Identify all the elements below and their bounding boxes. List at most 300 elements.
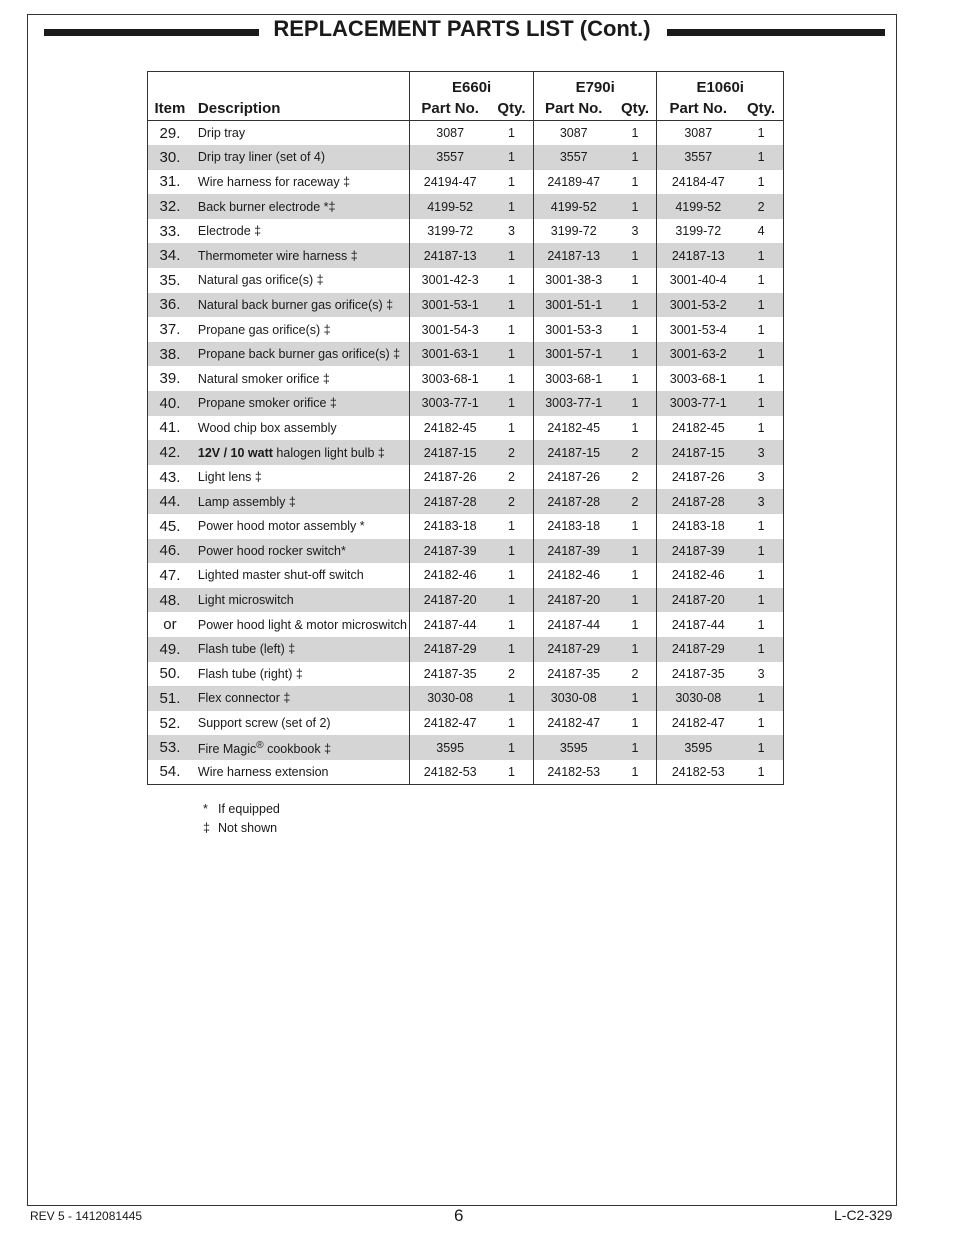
part-description <box>192 366 410 391</box>
title-rule-left <box>44 29 259 36</box>
part-description <box>192 194 410 219</box>
part-number: 3595 <box>410 735 490 760</box>
part-description <box>192 563 410 588</box>
part-number: 24187-29 <box>657 637 739 662</box>
footnote-text: Not shown <box>218 821 278 835</box>
page-number: 6 <box>454 1206 464 1225</box>
item-number: 51. <box>148 686 192 711</box>
part-number: 3595 <box>533 735 613 760</box>
part-number: 3001-38-3 <box>533 268 613 293</box>
part-number: 3030-08 <box>410 686 490 711</box>
description-text: Power hood motor assembly * <box>197 519 365 534</box>
description-text: Drip tray liner (set of 4) <box>197 150 326 165</box>
table-row <box>148 686 784 711</box>
part-number: 24187-44 <box>410 612 490 637</box>
item-number: 39. <box>148 366 192 391</box>
quantity: 1 <box>507 371 515 386</box>
quantity: 1 <box>507 273 515 288</box>
part-description <box>192 317 410 342</box>
quantity: 1 <box>739 366 783 391</box>
document-code: L-C2-329 <box>834 1207 893 1223</box>
description-text: Natural back burner gas orifice(s) ‡ <box>197 297 394 312</box>
description-text: Light microswitch <box>197 593 294 608</box>
part-description <box>192 465 410 490</box>
description-header: Description <box>192 96 410 121</box>
item-number: 54. <box>148 760 192 785</box>
table-row <box>148 465 784 490</box>
table-row <box>148 637 784 662</box>
part-number: 24187-44 <box>657 612 739 637</box>
part-number: 24182-47 <box>657 711 739 736</box>
revision-code: REV 5 - 1412081445 <box>30 1209 143 1223</box>
quantity: 1 <box>614 194 657 219</box>
table-row <box>148 194 784 219</box>
model-header: E790i <box>533 72 657 97</box>
quantity: 1 <box>739 268 783 293</box>
quantity: 1 <box>739 563 783 588</box>
page-title: REPLACEMENT PARTS LIST (Cont.) <box>273 16 651 41</box>
part-description <box>192 612 410 637</box>
table-row <box>148 342 784 367</box>
part-number: 24194-47 <box>410 170 490 195</box>
qty-header: Qty. <box>614 96 657 121</box>
footnote-text: If equipped <box>218 802 280 816</box>
part-number: 3001-53-1 <box>410 293 490 318</box>
quantity: 2 <box>507 470 515 485</box>
description-text: Lamp assembly ‡ <box>197 494 296 509</box>
part-number: 24183-18 <box>657 514 739 539</box>
quantity: 1 <box>507 420 515 435</box>
item-number: 37. <box>148 317 192 342</box>
quantity: 1 <box>490 735 533 760</box>
part-description <box>192 145 410 170</box>
description-text: Wire harness for raceway ‡ <box>197 174 351 189</box>
part-number: 24183-18 <box>533 514 613 539</box>
quantity: 1 <box>614 145 657 170</box>
quantity: 1 <box>631 617 639 632</box>
part-number: 24187-35 <box>533 662 613 687</box>
quantity: 1 <box>739 686 783 711</box>
column-header-row <box>148 96 784 121</box>
part-number: 24187-15 <box>657 440 739 465</box>
part-description <box>192 637 410 662</box>
description-text: Light lens ‡ <box>197 470 262 485</box>
part-number: 24182-53 <box>533 760 613 785</box>
part-number: 24182-45 <box>533 416 613 441</box>
quantity: 1 <box>739 342 783 367</box>
item-number: 47. <box>148 563 192 588</box>
part-description <box>192 760 410 785</box>
quantity: 1 <box>739 588 783 613</box>
item-number: 42. <box>148 440 192 465</box>
part-number: 24187-35 <box>657 662 739 687</box>
parts-table <box>147 71 784 785</box>
part-number: 24187-20 <box>410 588 490 613</box>
quantity: 1 <box>490 391 533 416</box>
quantity: 1 <box>631 519 639 534</box>
title-rule-right <box>667 29 885 36</box>
part-number: 3003-68-1 <box>533 366 613 391</box>
part-no-header: Part No. <box>533 96 613 121</box>
item-number: 45. <box>148 514 192 539</box>
quantity: 3 <box>739 662 783 687</box>
quantity: 1 <box>631 174 639 189</box>
quantity: 1 <box>739 539 783 564</box>
part-number: 3030-08 <box>533 686 613 711</box>
part-description <box>192 735 410 760</box>
footnote-symbol: ‡ <box>203 821 210 835</box>
quantity: 1 <box>739 170 783 195</box>
part-number: 3001-63-1 <box>410 342 490 367</box>
quantity: 1 <box>739 391 783 416</box>
part-description <box>192 219 410 244</box>
quantity: 1 <box>490 342 533 367</box>
part-number: 3199-72 <box>410 219 490 244</box>
part-number: 24187-44 <box>533 612 613 637</box>
description-text: Power hood light & motor microswitch <box>197 617 407 632</box>
quantity: 1 <box>631 126 639 141</box>
part-number: 24189-47 <box>533 170 613 195</box>
quantity: 1 <box>490 293 533 318</box>
part-number: 24187-26 <box>533 465 613 490</box>
table-row <box>148 588 784 613</box>
item-number: 48. <box>148 588 192 613</box>
part-description <box>192 293 410 318</box>
part-number: 3087 <box>533 121 613 146</box>
part-number: 3001-40-4 <box>657 268 739 293</box>
part-number: 3003-77-1 <box>657 391 739 416</box>
part-number: 3003-68-1 <box>657 366 739 391</box>
quantity: 2 <box>507 666 515 681</box>
item-number: 38. <box>148 342 192 367</box>
part-number: 24187-29 <box>533 637 613 662</box>
quantity: 1 <box>631 371 639 386</box>
part-number: 24183-18 <box>410 514 490 539</box>
part-number: 24187-39 <box>410 539 490 564</box>
part-number: 4199-52 <box>657 194 739 219</box>
description-text: Lighted master shut-off switch <box>197 568 364 583</box>
table-row <box>148 121 784 146</box>
model-header: E1060i <box>657 72 784 97</box>
item-number: 46. <box>148 539 192 564</box>
part-number: 4199-52 <box>410 194 490 219</box>
quantity: 1 <box>507 174 515 189</box>
part-number: 24187-39 <box>533 539 613 564</box>
part-description <box>192 588 410 613</box>
quantity: 3 <box>739 440 783 465</box>
item-header: Item <box>148 96 192 121</box>
model-header-row <box>148 72 784 97</box>
description-text: Fire Magic <box>197 741 257 756</box>
quantity: 1 <box>614 539 657 564</box>
part-number: 24187-28 <box>657 489 739 514</box>
part-number: 24182-46 <box>533 563 613 588</box>
part-number: 3003-77-1 <box>410 391 490 416</box>
part-number: 3003-77-1 <box>533 391 613 416</box>
part-number: 24187-20 <box>533 588 613 613</box>
part-description <box>192 711 410 736</box>
parts-table-body <box>148 121 784 785</box>
part-number: 3001-63-2 <box>657 342 739 367</box>
quantity: 1 <box>614 588 657 613</box>
part-description <box>192 686 410 711</box>
quantity: 1 <box>507 126 515 141</box>
description-text: Wood chip box assembly <box>197 420 337 435</box>
item-number: 34. <box>148 243 192 268</box>
table-row <box>148 539 784 564</box>
part-number: 24187-26 <box>657 465 739 490</box>
description-text: Power hood rocker switch* <box>197 543 346 558</box>
part-number: 3557 <box>533 145 613 170</box>
quantity: 1 <box>739 317 783 342</box>
part-number: 24187-15 <box>410 440 490 465</box>
quantity: 2 <box>614 440 657 465</box>
part-number: 3087 <box>657 121 739 146</box>
quantity: 1 <box>739 145 783 170</box>
part-number: 24182-46 <box>657 563 739 588</box>
part-number: 24182-45 <box>657 416 739 441</box>
description-text: Propane gas orifice(s) ‡ <box>197 322 331 337</box>
part-number: 24187-13 <box>657 243 739 268</box>
footnote <box>203 800 280 819</box>
item-number: 44. <box>148 489 192 514</box>
quantity: 1 <box>631 568 639 583</box>
part-number: 3001-53-3 <box>533 317 613 342</box>
description-text: Drip tray <box>197 126 246 141</box>
quantity: 1 <box>490 145 533 170</box>
table-row <box>148 760 784 785</box>
item-number: 31. <box>148 170 192 195</box>
part-number: 3001-53-2 <box>657 293 739 318</box>
quantity: 2 <box>490 489 533 514</box>
quantity: 2 <box>631 666 639 681</box>
model-header: E660i <box>410 72 534 97</box>
quantity: 3 <box>739 465 783 490</box>
part-number: 24187-26 <box>410 465 490 490</box>
part-description <box>192 662 410 687</box>
part-description <box>192 514 410 539</box>
part-number: 3003-68-1 <box>410 366 490 391</box>
item-number: 41. <box>148 416 192 441</box>
part-number: 3199-72 <box>533 219 613 244</box>
description-text: Propane back burner gas orifice(s) ‡ <box>197 347 401 362</box>
part-number: 3001-54-3 <box>410 317 490 342</box>
quantity: 1 <box>490 539 533 564</box>
item-number: 40. <box>148 391 192 416</box>
part-number: 24182-53 <box>657 760 739 785</box>
quantity: 1 <box>739 514 783 539</box>
part-number: 3001-53-4 <box>657 317 739 342</box>
part-number: 24182-53 <box>410 760 490 785</box>
description-text: Support screw (set of 2) <box>197 716 331 731</box>
part-number: 24182-46 <box>410 563 490 588</box>
quantity: 1 <box>739 243 783 268</box>
quantity: 1 <box>490 686 533 711</box>
quantity: 3 <box>631 224 639 239</box>
quantity: 1 <box>507 716 515 731</box>
quantity: 1 <box>631 716 639 731</box>
quantity: 1 <box>614 735 657 760</box>
quantity: 1 <box>490 760 533 785</box>
item-number: 50. <box>148 662 192 687</box>
part-number: 3557 <box>410 145 490 170</box>
footnote <box>203 819 280 838</box>
quantity: 2 <box>631 470 639 485</box>
quantity: 2 <box>614 489 657 514</box>
part-number: 24187-15 <box>533 440 613 465</box>
description-text: Back burner electrode *‡ <box>197 199 336 214</box>
part-description <box>192 121 410 146</box>
quantity: 1 <box>739 760 783 785</box>
part-number: 3557 <box>657 145 739 170</box>
description-text: Wire harness extension <box>197 764 329 779</box>
footnote-symbol: * <box>203 802 208 816</box>
part-number: 24182-45 <box>410 416 490 441</box>
quantity: 1 <box>614 686 657 711</box>
table-row <box>148 514 784 539</box>
part-no-header: Part No. <box>657 96 739 121</box>
quantity: 3 <box>739 489 783 514</box>
qty-header: Qty. <box>739 96 783 121</box>
part-number: 24187-13 <box>410 243 490 268</box>
item-number: 52. <box>148 711 192 736</box>
part-number: 24184-47 <box>657 170 739 195</box>
part-description <box>192 489 410 514</box>
footnotes <box>203 800 280 838</box>
quantity: 1 <box>490 243 533 268</box>
quantity: 1 <box>631 273 639 288</box>
part-number: 3001-57-1 <box>533 342 613 367</box>
quantity: 1 <box>614 760 657 785</box>
part-number: 3001-51-1 <box>533 293 613 318</box>
quantity: 1 <box>614 391 657 416</box>
quantity: 1 <box>739 612 783 637</box>
quantity: 1 <box>739 735 783 760</box>
item-number: 49. <box>148 637 192 662</box>
part-number: 3595 <box>657 735 739 760</box>
table-row <box>148 145 784 170</box>
description-text: Natural smoker orifice ‡ <box>197 371 330 386</box>
item-number: 30. <box>148 145 192 170</box>
quantity: 1 <box>507 568 515 583</box>
quantity: 1 <box>739 637 783 662</box>
description-text: Propane smoker orifice ‡ <box>197 396 337 411</box>
description-bold: 12V / 10 watt <box>197 445 273 460</box>
quantity: 1 <box>507 519 515 534</box>
part-number: 3001-42-3 <box>410 268 490 293</box>
table-row <box>148 662 784 687</box>
part-number: 24182-47 <box>533 711 613 736</box>
description-text: Natural gas orifice(s) ‡ <box>197 273 324 288</box>
part-description <box>192 342 410 367</box>
quantity: 1 <box>490 637 533 662</box>
table-row <box>148 391 784 416</box>
description-text: Flex connector ‡ <box>197 691 291 706</box>
part-number: 4199-52 <box>533 194 613 219</box>
part-description <box>192 539 410 564</box>
part-description <box>192 243 410 268</box>
quantity: 1 <box>614 243 657 268</box>
part-number: 24187-20 <box>657 588 739 613</box>
part-number: 3199-72 <box>657 219 739 244</box>
part-number: 24187-29 <box>410 637 490 662</box>
table-row <box>148 563 784 588</box>
item-number: 36. <box>148 293 192 318</box>
table-row <box>148 243 784 268</box>
description-text: Flash tube (right) ‡ <box>197 666 303 681</box>
part-no-header: Part No. <box>410 96 490 121</box>
part-description <box>192 170 410 195</box>
quantity: 4 <box>739 219 783 244</box>
table-row <box>148 293 784 318</box>
table-row <box>148 366 784 391</box>
part-description <box>192 440 410 465</box>
quantity: 1 <box>739 121 783 146</box>
quantity: 1 <box>614 342 657 367</box>
quantity: 1 <box>507 617 515 632</box>
part-number: 3087 <box>410 121 490 146</box>
part-description <box>192 268 410 293</box>
quantity: 1 <box>631 322 639 337</box>
item-number: 33. <box>148 219 192 244</box>
item-number: 53. <box>148 735 192 760</box>
table-row <box>148 612 784 637</box>
quantity: 2 <box>739 194 783 219</box>
table-row <box>148 317 784 342</box>
description-text: Flash tube (left) ‡ <box>197 642 296 657</box>
quantity: 1 <box>739 416 783 441</box>
table-row <box>148 711 784 736</box>
part-number: 3030-08 <box>657 686 739 711</box>
table-row <box>148 440 784 465</box>
quantity: 1 <box>614 637 657 662</box>
table-row <box>148 416 784 441</box>
table-row <box>148 170 784 195</box>
quantity: 1 <box>739 711 783 736</box>
item-number: or <box>148 612 192 637</box>
item-number: 29. <box>148 121 192 146</box>
quantity: 1 <box>490 588 533 613</box>
part-number: 24187-35 <box>410 662 490 687</box>
quantity: 2 <box>490 440 533 465</box>
part-number: 24187-13 <box>533 243 613 268</box>
part-description <box>192 416 410 441</box>
quantity: 1 <box>507 322 515 337</box>
item-number: 32. <box>148 194 192 219</box>
registered-mark: ® <box>256 739 264 751</box>
description-text: Thermometer wire harness ‡ <box>197 248 358 263</box>
table-row <box>148 268 784 293</box>
table-row <box>148 735 784 760</box>
table-row <box>148 219 784 244</box>
item-number: 43. <box>148 465 192 490</box>
quantity: 3 <box>507 224 515 239</box>
quantity: 1 <box>614 293 657 318</box>
table-row <box>148 489 784 514</box>
quantity: 1 <box>631 420 639 435</box>
qty-header: Qty. <box>490 96 533 121</box>
quantity: 1 <box>490 194 533 219</box>
quantity: 1 <box>739 293 783 318</box>
part-description <box>192 391 410 416</box>
part-number: 24187-28 <box>533 489 613 514</box>
description-text: cookbook ‡ <box>263 741 332 756</box>
description-text: halogen light bulb ‡ <box>272 445 385 460</box>
description-text: Electrode ‡ <box>197 224 262 239</box>
part-number: 24187-39 <box>657 539 739 564</box>
part-number: 24187-28 <box>410 489 490 514</box>
item-number: 35. <box>148 268 192 293</box>
